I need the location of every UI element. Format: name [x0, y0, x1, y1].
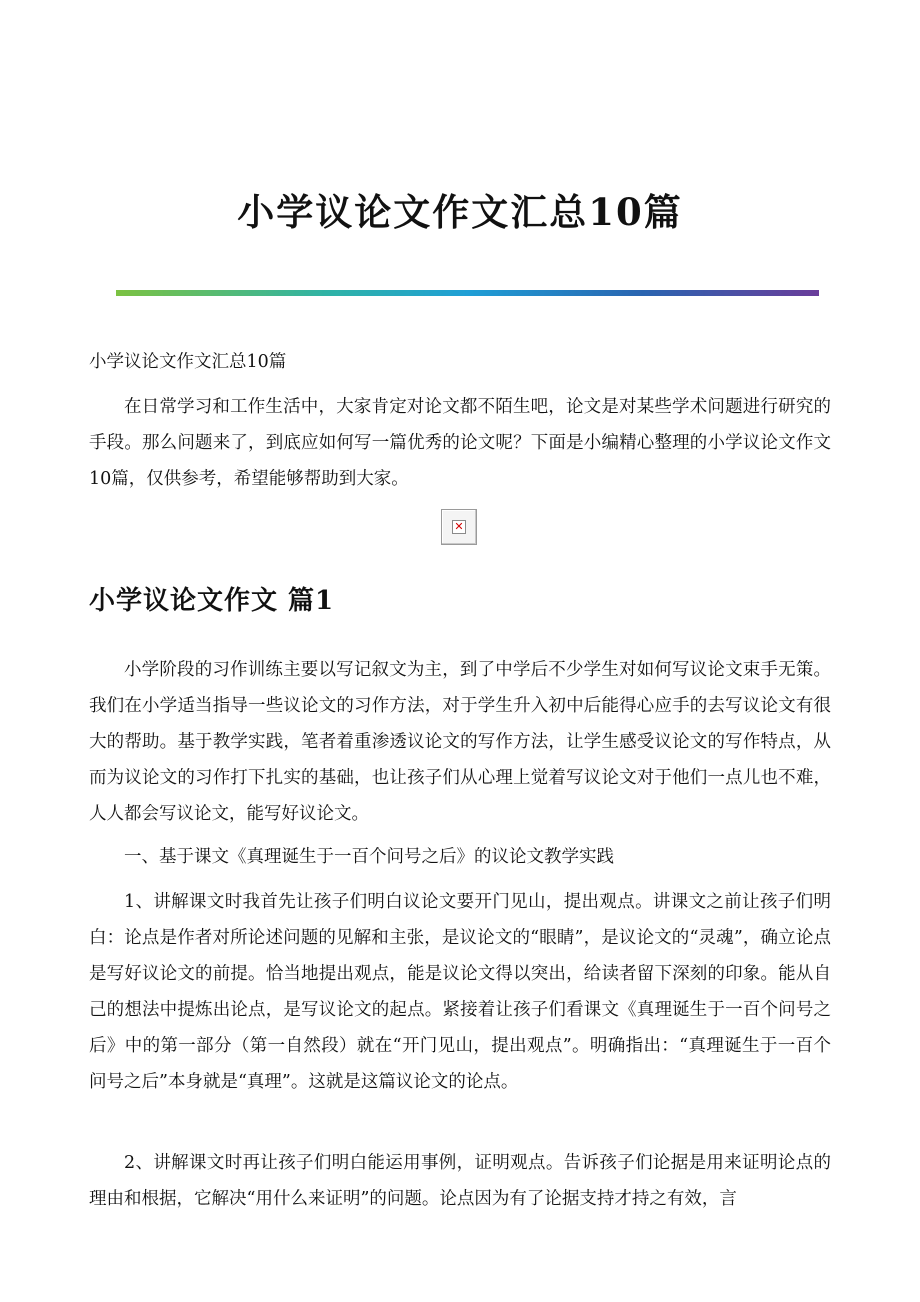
paragraph-point-1: 1、讲解课文时我首先让孩子们明白议论文要开门见山，提出观点。讲课文之前让孩子们明白：论点是作者对所论述问题的见解和主张，是议论文的“眼睛”，是议论文的“灵魂”，确立论点是写好议论文的前提。恰当地提出观点，能是议论文得以突出，给读者留下深刻的印象。能从自己的想法中提炼出论点，是写议论文的起点。紧接着让孩子们看课文《真理诞生于一百个问号之后》中的第一部分（第一自然段）就在“开门见山，提出观点”。明确指出：“真理诞生于一百个问号之后”本身就是“真理”。这就是这篇议论文的论点。 [89, 892, 831, 1092]
document-subtitle: 小学议论文作文汇总10篇 [89, 352, 287, 372]
paragraph-subheading: 一、基于课文《真理诞生于一百个问号之后》的议论文教学实践 [124, 847, 614, 867]
title-gradient-rule [116, 290, 819, 296]
section-heading: 小学议论文作文 篇1 [89, 586, 335, 616]
document-title: 小学议论文作文汇总10篇 [237, 190, 683, 234]
paragraph-1: 小学阶段的习作训练主要以写记叙文为主，到了中学后不少学生对如何写议论文束手无策。我们在小学适当指导一些议论文的习作方法，对于学生升入初中后能得心应手的去写议论文有很大的帮助。基于教学实践，笔者着重渗透议论文的写作方法，让学生感受议论文的写作特点，从而为议论文的习作打下扎实的基础，也让孩子们从心理上觉着写议论文对于他们一点儿也不难，人人都会写议论文，能写好议论文。 [89, 660, 831, 824]
paragraph-point-2: 2、讲解课文时再让孩子们明白能运用事例，证明观点。告诉孩子们论据是用来证明论点的理由和根据，它解决“用什么来证明”的问题。论点因为有了论据支持才持之有效，言 [89, 1153, 831, 1209]
intro-paragraph: 在日常学习和工作生活中，大家肯定对论文都不陌生吧，论文是对某些学术问题进行研究的手段。那么问题来了，到底应如何写一篇优秀的论文呢？下面是小编精心整理的小学议论文作文10篇，仅供参考，希望能够帮助到大家。 [89, 397, 831, 489]
broken-image-icon [441, 509, 477, 545]
broken-image-x-mark: ✕ [452, 520, 466, 534]
